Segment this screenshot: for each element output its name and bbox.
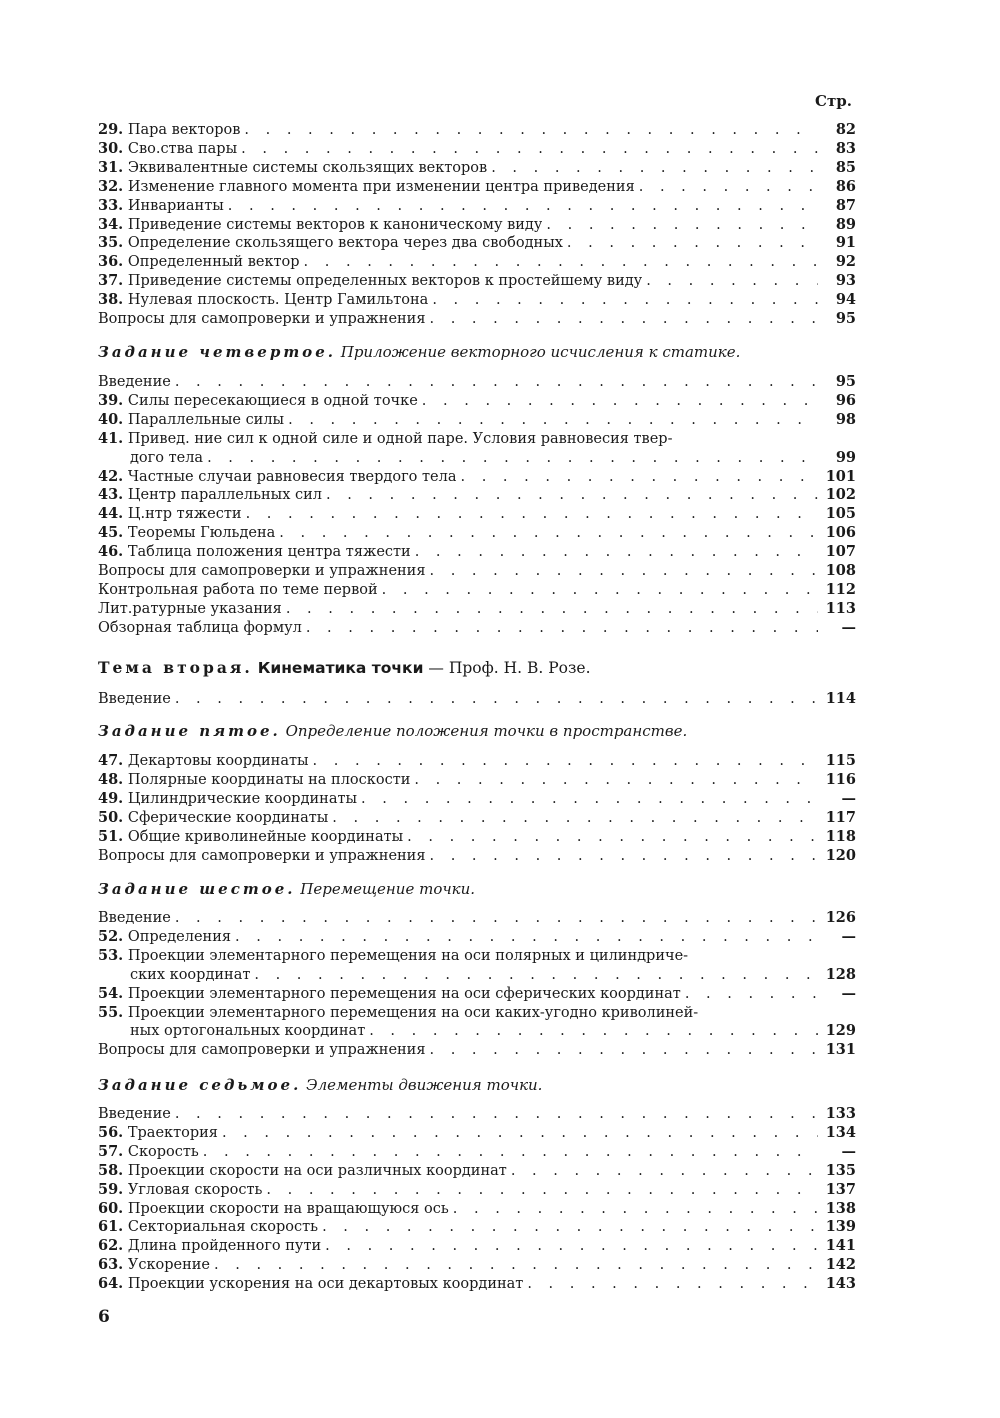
entry-page: 93: [835, 272, 856, 290]
entry-page: 120: [825, 846, 856, 864]
toc-entry: [98, 946, 856, 965]
toc-entry: [98, 523, 856, 542]
entry-title: Цилиндрические координаты: [127, 790, 358, 807]
entry-title: Контрольная работа по теме первой: [98, 581, 378, 598]
entry-title: Приведение системы определенных векторов к простейшему виду: [127, 273, 643, 290]
entry-number: 64.: [98, 1275, 124, 1293]
section-heading-4: [98, 343, 740, 361]
section-title: Определение положения точки в пространстве.: [285, 722, 688, 740]
entry-page: 126: [825, 909, 856, 926]
entry-page: 134: [825, 1123, 856, 1141]
entry-page: 95: [835, 373, 856, 390]
leader-dots: [567, 234, 818, 253]
entry-number: 37.: [98, 272, 124, 290]
section-heading-5: [98, 722, 687, 740]
toc-entry: [98, 271, 856, 290]
toc-entry: [98, 1180, 856, 1199]
entry-page: 142: [825, 1256, 856, 1274]
entry-page: 96: [835, 391, 856, 409]
leader-dots: [279, 524, 818, 543]
entry-number: 45.: [98, 524, 124, 542]
section-label: Задание седьмое.: [98, 1076, 302, 1094]
entry-number: 39.: [98, 391, 124, 409]
toc-entry: [98, 599, 856, 618]
section-title: Элементы движения точки.: [306, 1076, 543, 1094]
entry-number: 63.: [98, 1256, 124, 1274]
entry-page: 143: [825, 1275, 856, 1293]
entry-number: 40.: [98, 410, 124, 428]
toc-entry: [98, 618, 856, 637]
leader-dots: [546, 216, 818, 235]
entry-page: 89: [835, 215, 856, 233]
entry-page: 113: [825, 599, 856, 617]
entry-page: 107: [825, 543, 856, 561]
page-number: 6: [98, 1307, 110, 1327]
leader-dots: [361, 790, 818, 809]
entry-title: Сво.ства пары: [127, 140, 238, 157]
leader-dots: [527, 1275, 818, 1294]
entry-title: Теоремы Гюльдена: [127, 525, 276, 542]
toc-entry: [98, 542, 856, 561]
entry-title: Нулевая плоскость. Центр Гамильтона: [127, 292, 429, 309]
entry-title: Введение: [98, 1106, 171, 1122]
leader-dots: [222, 1124, 818, 1143]
entry-number: 46.: [98, 543, 124, 561]
entry-title: Секториальная скорость: [127, 1219, 319, 1236]
toc-entry: [98, 846, 856, 865]
entry-page: 116: [825, 770, 856, 788]
toc-entry: [98, 808, 856, 827]
entry-title: Привед. ние сил к одной силе и одной паре. Условия равновесия твер-: [127, 430, 673, 447]
entry-title: Длина пройденного пути: [127, 1238, 322, 1255]
entry-number: 49.: [98, 789, 124, 807]
entry-number: 35.: [98, 234, 124, 252]
entry-number: 29.: [98, 121, 124, 138]
toc-entry: [98, 1274, 856, 1293]
topic-author: — Проф. Н. В. Розе.: [428, 659, 591, 677]
leader-dots: [306, 619, 818, 638]
toc-entry: [98, 1021, 856, 1040]
entry-page: 128: [825, 965, 856, 983]
toc-entry: [98, 372, 856, 391]
entry-number: 53.: [98, 946, 124, 964]
entry-title: Параллельные силы: [127, 411, 285, 428]
entry-title: Центр параллельных сил: [127, 487, 322, 504]
toc-entry: [98, 1236, 856, 1255]
entry-title: Траектория: [127, 1124, 218, 1141]
entry-title: Проекции ускорения на оси декартовых координат: [127, 1276, 524, 1293]
section-label: Задание четвертое.: [98, 343, 336, 361]
entry-title: Обзорная таблица формул: [98, 619, 302, 636]
entry-number: 41.: [98, 429, 124, 447]
entry-number: 57.: [98, 1142, 124, 1160]
entry-title: ных ортогональных координат: [130, 1023, 366, 1040]
leader-dots: [414, 771, 818, 790]
leader-dots: [214, 1256, 818, 1275]
entry-page: 139: [825, 1218, 856, 1236]
entry-page: 99: [835, 448, 856, 466]
toc-entry: [98, 215, 856, 234]
entry-number: 33.: [98, 196, 124, 214]
entry-number: 30.: [98, 139, 124, 157]
entry-page: —: [841, 618, 856, 636]
toc-entry: [98, 158, 856, 177]
entry-title: Определения: [127, 928, 232, 945]
leader-dots: [430, 847, 819, 866]
entry-number: 36.: [98, 253, 124, 271]
toc-entry: [98, 908, 856, 927]
entry-page: 94: [835, 291, 856, 309]
entry-title: Лит.ратурные указания: [98, 600, 282, 617]
leader-dots: [432, 291, 818, 310]
leader-dots: [430, 562, 819, 581]
entry-page: 141: [825, 1237, 856, 1255]
leader-dots: [460, 468, 818, 487]
entry-page: —: [841, 927, 856, 945]
toc-entry: [98, 233, 856, 252]
entry-page: 115: [825, 752, 856, 769]
entry-page: 106: [825, 524, 856, 542]
entry-page: 102: [825, 486, 856, 504]
toc-entry: [98, 252, 856, 271]
toc-entry: [98, 984, 856, 1003]
toc-entry: [98, 1003, 856, 1022]
entry-title: Вопросы для самопроверки и упражнения: [98, 311, 426, 327]
topic-title: Кинематика точки: [257, 659, 424, 677]
entry-number: 58.: [98, 1161, 124, 1179]
section-label: Задание пятое.: [98, 722, 281, 740]
entry-page: 91: [835, 234, 856, 252]
page-column-header: Стр.: [815, 92, 852, 110]
entry-title: Угловая скорость: [127, 1181, 263, 1198]
leader-dots: [453, 1200, 818, 1219]
toc-entry: [98, 1217, 856, 1236]
leader-dots: [241, 140, 818, 159]
section-heading-7: [98, 1076, 542, 1094]
leader-dots: [639, 178, 818, 197]
leader-dots: [313, 752, 818, 771]
entry-page: 86: [835, 177, 856, 195]
leader-dots: [422, 392, 818, 411]
leader-dots: [175, 373, 818, 392]
entry-title: Общие криволинейные координаты: [127, 828, 404, 845]
entry-number: 42.: [98, 467, 124, 485]
topic-heading-2: [98, 658, 591, 677]
section-title: Перемещение точки.: [300, 880, 476, 898]
entry-page: —: [841, 984, 856, 1002]
leader-dots: [325, 1237, 818, 1256]
entry-page: 137: [825, 1180, 856, 1198]
entry-page: 85: [835, 158, 856, 176]
entry-title: Определение скользящего вектора через два свободных: [127, 235, 563, 252]
toc-entry: [98, 177, 856, 196]
toc-entry: [98, 410, 856, 429]
entry-title: Введение: [98, 691, 171, 707]
entry-number: 38.: [98, 291, 124, 309]
leader-dots: [430, 310, 819, 329]
leader-dots: [322, 1218, 818, 1237]
toc-entry: [98, 290, 856, 309]
entry-title: Инварианты: [127, 197, 224, 214]
toc-entry: [98, 561, 856, 580]
entry-number: 34.: [98, 215, 124, 233]
entry-page: 133: [825, 1105, 856, 1122]
leader-dots: [326, 486, 818, 505]
entry-title: Скорость: [127, 1143, 199, 1160]
entry-title: Силы пересекающиеся в одной точке: [127, 392, 418, 409]
entry-number: 43.: [98, 486, 124, 504]
entry-number: 59.: [98, 1180, 124, 1198]
entry-number: 61.: [98, 1218, 124, 1236]
toc-entry: [98, 580, 856, 599]
entry-number: 60.: [98, 1199, 124, 1217]
entry-page: 117: [825, 808, 856, 826]
toc-entry: [98, 1142, 856, 1161]
entry-title: Ускорение: [127, 1257, 211, 1274]
leader-dots: [430, 1041, 819, 1060]
entry-number: 55.: [98, 1003, 124, 1021]
entry-title: Изменение главного момента при изменении центра приведения: [127, 178, 635, 195]
entry-title: дого тела: [130, 449, 204, 466]
leader-dots: [175, 690, 818, 709]
entry-number: 62.: [98, 1237, 124, 1255]
entry-title: Приведение системы векторов к каноническому виду: [127, 216, 543, 233]
entry-title: Проекции скорости на оси различных координат: [127, 1162, 507, 1179]
toc-entry: [98, 1104, 856, 1123]
toc-entry: [98, 927, 856, 946]
entry-number: 52.: [98, 927, 124, 945]
toc-page: [98, 0, 856, 1418]
entry-title: Частные случаи равновесия твердого тела: [127, 468, 457, 485]
entry-title: Проекции элементарного перемещения на оси сферических координат: [127, 985, 681, 1002]
leader-dots: [332, 809, 818, 828]
toc-entry: [98, 827, 856, 846]
entry-number: 51.: [98, 827, 124, 845]
leader-dots: [288, 411, 818, 430]
section-label: Задание шестое.: [98, 880, 296, 898]
leader-dots: [246, 505, 818, 524]
leader-dots: [304, 253, 818, 272]
leader-dots: [286, 600, 818, 619]
toc-entry: [98, 689, 856, 708]
entry-page: 129: [825, 1022, 856, 1040]
entry-page: 95: [835, 310, 856, 327]
toc-entry: [98, 770, 856, 789]
section-heading-6: [98, 880, 475, 898]
entry-page: —: [841, 1142, 856, 1160]
toc-entry: [98, 309, 856, 328]
topic-label: Тема вторая.: [98, 658, 253, 677]
leader-dots: [646, 272, 818, 291]
entry-number: 47.: [98, 752, 124, 769]
entry-number: 44.: [98, 505, 124, 523]
entry-page: 101: [825, 467, 856, 485]
section-title: Приложение векторного исчисления к статике.: [340, 343, 741, 361]
toc-entry: [98, 1199, 856, 1218]
leader-dots: [203, 1143, 818, 1162]
entry-number: 31.: [98, 158, 124, 176]
entry-page: 82: [835, 121, 856, 138]
toc-entry: [98, 1161, 856, 1180]
entry-title: Полярные координаты на плоскости: [127, 771, 411, 788]
leader-dots: [369, 1022, 818, 1041]
leader-dots: [511, 1162, 818, 1181]
entry-page: 108: [825, 562, 856, 579]
toc-entry: [98, 965, 856, 984]
entry-page: 138: [825, 1199, 856, 1217]
entry-number: 50.: [98, 808, 124, 826]
toc-entry: [98, 120, 856, 139]
entry-title: Таблица положения центра тяжести: [127, 544, 411, 561]
entry-title: Введение: [98, 910, 171, 926]
toc-entry: [98, 139, 856, 158]
toc-entry: [98, 1040, 856, 1059]
toc-entry: [98, 751, 856, 770]
toc-entry: [98, 467, 856, 486]
leader-dots: [235, 928, 818, 947]
entry-title: Вопросы для самопроверки и упражнения: [98, 563, 426, 579]
leader-dots: [175, 1105, 818, 1124]
entry-page: 83: [835, 139, 856, 157]
entry-number: 54.: [98, 984, 124, 1002]
leader-dots: [254, 966, 818, 985]
entry-page: 114: [825, 690, 856, 707]
entry-title: Пара векторов: [127, 122, 241, 138]
entry-page: 92: [835, 253, 856, 271]
entry-title: Декартовы координаты: [127, 753, 309, 769]
leader-dots: [244, 121, 818, 140]
entry-page: 118: [825, 827, 856, 845]
entry-title: Проекции элементарного перемещения на оси каких-угодно криволиней-: [127, 1004, 699, 1021]
entry-page: 105: [825, 505, 856, 523]
entry-title: Определенный вектор: [127, 254, 300, 271]
entry-title: Эквивалентные системы скользящих векторов: [127, 159, 488, 176]
toc-entry: [98, 1123, 856, 1142]
entry-number: 56.: [98, 1123, 124, 1141]
toc-entry: [98, 196, 856, 215]
leader-dots: [415, 543, 818, 562]
entry-page: 87: [835, 196, 856, 214]
entry-title: Проекции элементарного перемещения на оси полярных и цилиндриче-: [127, 947, 689, 964]
toc-entry: [98, 1255, 856, 1274]
entry-number: 48.: [98, 770, 124, 788]
entry-number: 32.: [98, 177, 124, 195]
entry-page: 135: [825, 1161, 856, 1179]
entry-title: Вопросы для самопроверки и упражнения: [98, 1042, 426, 1059]
toc-entry: [98, 429, 856, 448]
toc-entry: [98, 504, 856, 523]
leader-dots: [266, 1181, 818, 1200]
entry-page: 112: [825, 580, 856, 598]
entry-page: 98: [835, 410, 856, 428]
entry-title: Вопросы для самопроверки и упражнения: [98, 847, 426, 864]
entry-title: Сферические координаты: [127, 809, 329, 826]
toc-entry: [98, 485, 856, 504]
leader-dots: [175, 909, 818, 928]
leader-dots: [491, 159, 818, 178]
entry-title: Введение: [98, 374, 171, 390]
leader-dots: [228, 197, 818, 216]
toc-entry: [98, 789, 856, 808]
toc-entry: [98, 448, 856, 467]
leader-dots: [207, 449, 818, 468]
leader-dots: [407, 828, 818, 847]
leader-dots: [382, 581, 818, 600]
entry-title: Ц.нтр тяжести: [127, 506, 242, 523]
entry-title: Проекции скорости на вращающуюся ось: [127, 1200, 449, 1217]
entry-page: 131: [825, 1041, 856, 1059]
entry-page: —: [841, 789, 856, 807]
leader-dots: [685, 985, 818, 1004]
toc-entry: [98, 391, 856, 410]
entry-title: ских координат: [130, 966, 251, 983]
